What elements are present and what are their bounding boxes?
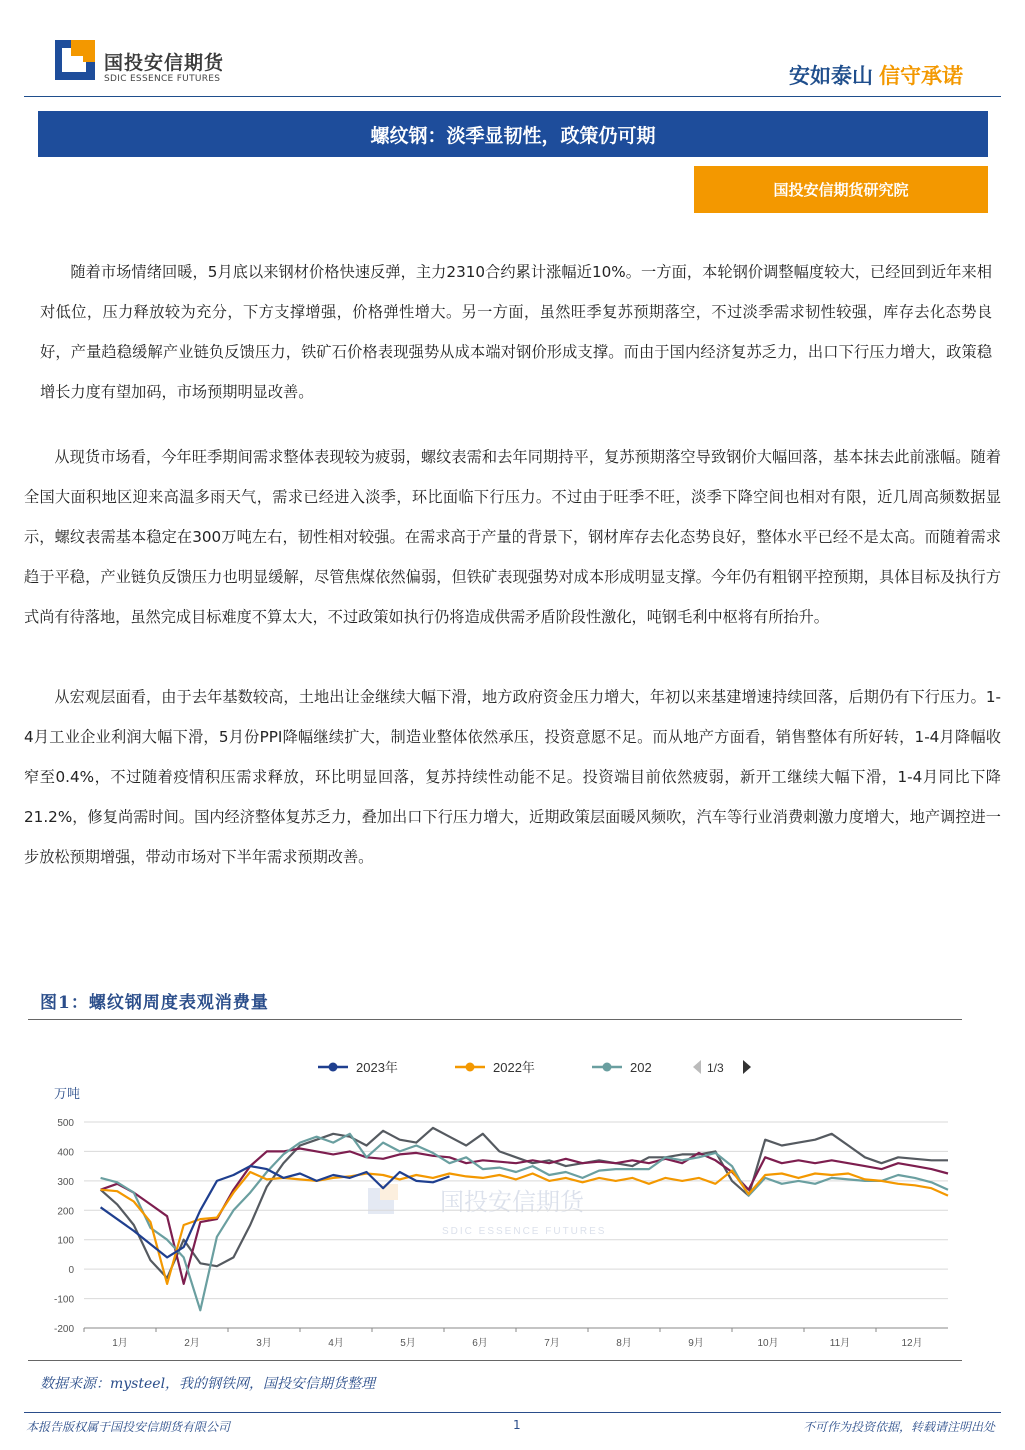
watermark-text-en: SDIC ESSENCE FUTURES: [442, 1226, 607, 1237]
paragraph-spot-market: 从现货市场看，今年旺季期间需求整体表现较为疲弱，螺纹表需和去年同期持平，复苏预期落空导致钢价大幅回落，基本抹去此前涨幅。随着全国大面积地区迎来高温多雨天气，需求已经进入淡季，环比面临下行压力。不过由于旺季不旺，淡季下降空间也相对有限，近几周高频数据显示，螺纹表需基本稳定在300万吨左右，韧性相对较强。在需求高于产量的背景下，钢材库存去化态势良好，整体水平已经不是太高。而随着需求趋于平稳，产业链负反馈压力也明显缓解，尽管焦煤依然偏弱，但铁矿表现强势对成本形成明显支撑。今年仍有粗钢平控预期，具体目标及执行方式尚有待落地，虽然完成目标难度不算太大，不过政策如执行仍将造成供需矛盾阶段性激化，吨钢毛利中枢将有所抬升。: [24, 448, 1001, 626]
header-divider: [24, 96, 1001, 97]
x-tick-label: 2月: [184, 1338, 200, 1349]
y-tick-label: 100: [57, 1235, 74, 1247]
legend-swatch-marker: [603, 1063, 612, 1072]
legend-label: 2022年: [493, 1060, 535, 1075]
chart-series: [101, 1128, 948, 1310]
y-tick-label: 500: [57, 1118, 74, 1129]
footer-divider: [24, 1412, 1001, 1413]
research-institute-tag: 国投安信期货研究院: [694, 166, 988, 213]
y-axis: [54, 1086, 80, 1335]
x-tick-label: 8月: [616, 1338, 632, 1349]
paragraph-macro: 从宏观层面看，由于去年基数较高，土地出让金继续大幅下滑，地方政府资金压力增大，年初以来基建增速持续回落，后期仍有下行压力。1-4月工业企业利润大幅下滑，5月份PPI降幅继续扩大，制造业整体依然承压，投资意愿不足。而从地产方面看，销售整体有所好转，1-4月降幅收窄至0.4%，不过随着疫情积压需求释放，环比明显回落，复苏持续性动能不足。投资端目前依然疲弱，新开工继续大幅下滑，1-4月同比下降21.2%，修复尚需时间。国内经济整体复苏乏力，叠加出口下行压力增大，近期政策层面暖风频吹，汽车等行业消费刺激力度增大，地产调控进一步放松预期增强，带动市场对下半年需求预期改善。: [24, 688, 1001, 866]
paragraph-summary: 随着市场情绪回暖，5月底以来钢材价格快速反弹，主力2310合约累计涨幅近10%。一方面，本轮钢价调整幅度较大，已经回到近年来相对低位，压力释放较为充分，下方支撑增强，价格弹性增大。另一方面，虽然旺季复苏预期落空，不过淡季需求韧性较强，库存去化态势良好，产量趋稳缓解产业链负反馈压力，铁矿石价格表现强势从成本端对钢价形成支撑。而由于国内经济复苏乏力，出口下行压力增大，政策稳增长力度有望加码，市场预期明显改善。: [40, 263, 992, 401]
y-tick-label: 0: [68, 1265, 74, 1277]
chart-legend: [318, 1060, 751, 1075]
slogan-part-1: 安如泰山: [789, 64, 873, 88]
legend-label: 202: [630, 1060, 652, 1075]
x-axis: [84, 1328, 948, 1349]
footer-copyright: 本报告版权属于国投安信期货有限公司: [26, 1420, 231, 1434]
slogan: [789, 60, 963, 90]
x-tick-label: 9月: [688, 1338, 704, 1349]
x-tick-label: 11月: [829, 1338, 851, 1349]
legend-swatch-marker: [466, 1063, 475, 1072]
x-tick-label: 12月: [901, 1338, 923, 1349]
legend-label: 2023年: [356, 1060, 398, 1075]
watermark-text-cn: 国投安信期货: [440, 1189, 584, 1216]
x-tick-label: 1月: [112, 1338, 128, 1349]
slogan-part-2: 信守承诺: [879, 64, 963, 88]
x-tick-label: 4月: [328, 1338, 344, 1349]
x-tick-label: 5月: [400, 1338, 416, 1349]
figure-title-divider: [28, 1019, 962, 1020]
legend-next-page-icon: [743, 1060, 751, 1074]
x-tick-label: 7月: [544, 1338, 560, 1349]
footer-disclaimer: 不可作为投资依据，转载请注明出处: [802, 1420, 995, 1434]
x-tick-label: 6月: [472, 1338, 488, 1349]
legend-prev-page-icon: [693, 1060, 701, 1074]
legend-page-indicator: 1/3: [707, 1061, 724, 1075]
consumption-line-chart: [28, 1040, 962, 1358]
figure-title: 图1：螺纹钢周度表观消费量: [40, 993, 269, 1013]
logo-chinese-text: 国投安信期货: [104, 52, 225, 74]
logo-english-text: SDIC ESSENCE FUTURES: [104, 74, 221, 84]
figure-data-source: 数据来源：mysteel，我的钢铁网，国投安信期货整理: [40, 1376, 376, 1392]
y-tick-label: -100: [53, 1294, 74, 1306]
y-tick-label: 400: [57, 1147, 74, 1159]
report-title: 螺纹钢：淡季显韧性，政策仍可期: [38, 111, 988, 157]
footer-page-number: 1: [513, 1418, 521, 1432]
figure-bottom-divider: [28, 1360, 962, 1361]
chart-grid: [84, 1122, 948, 1328]
y-axis-unit-label: 万吨: [54, 1086, 81, 1101]
company-logo-icon: [55, 40, 95, 80]
x-tick-label: 3月: [256, 1338, 272, 1349]
y-tick-label: 200: [57, 1206, 74, 1218]
y-tick-label: 300: [57, 1176, 74, 1188]
legend-swatch-marker: [329, 1063, 338, 1072]
y-tick-label: -200: [53, 1324, 74, 1335]
x-tick-label: 10月: [757, 1338, 779, 1349]
